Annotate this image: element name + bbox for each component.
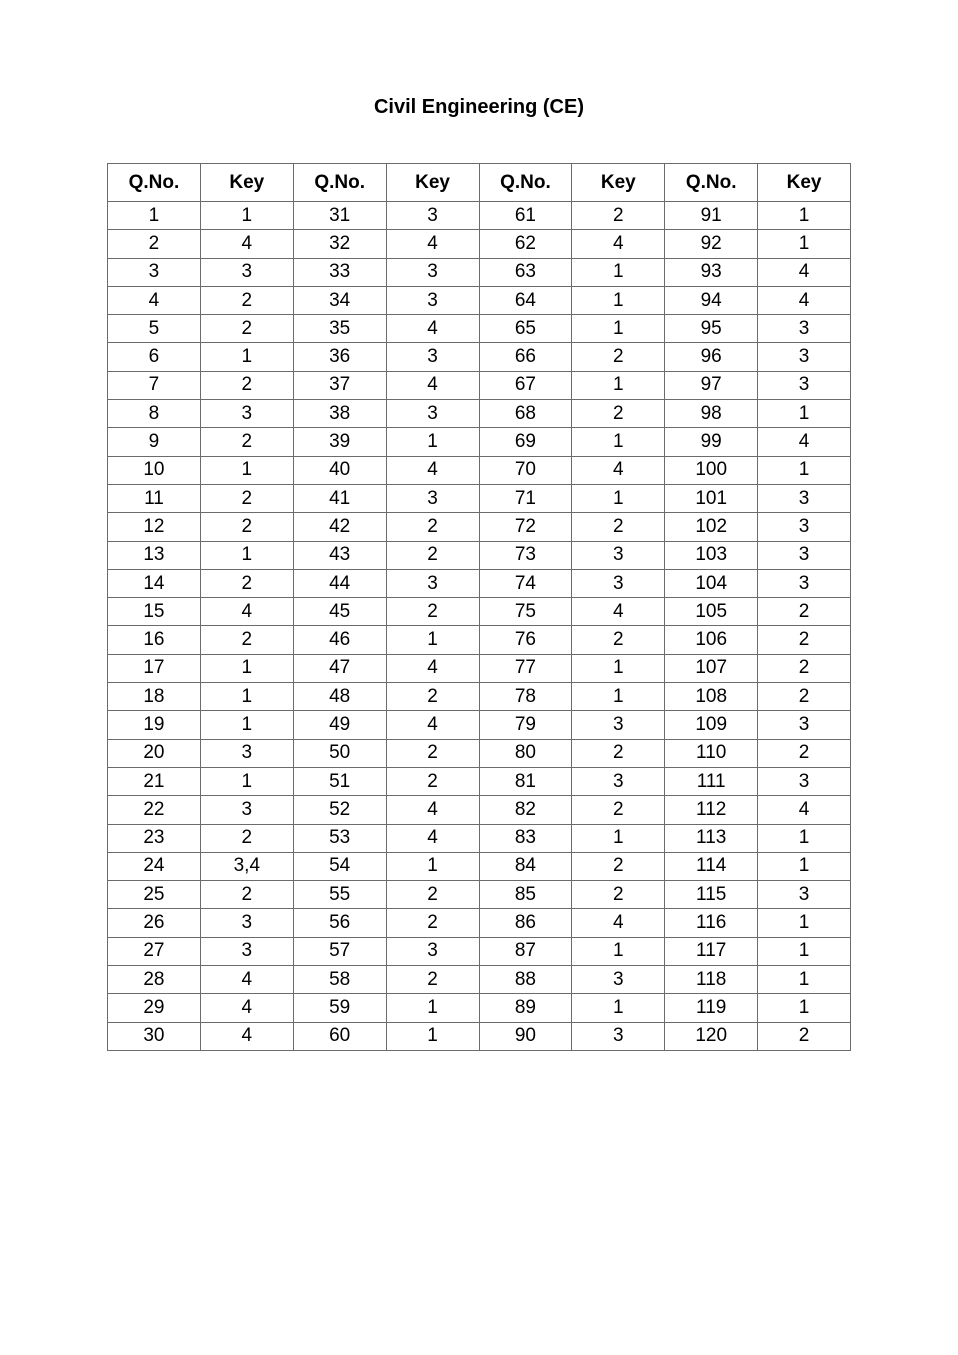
question-number-cell: 117 (665, 937, 758, 965)
question-number-cell: 50 (293, 739, 386, 767)
question-number-cell: 82 (479, 796, 572, 824)
question-number-cell: 10 (108, 456, 201, 484)
question-number-cell: 19 (108, 711, 201, 739)
question-number-cell: 113 (665, 824, 758, 852)
answer-key-cell: 3 (572, 966, 665, 994)
answer-key-cell: 3 (758, 343, 851, 371)
table-row (108, 258, 851, 286)
question-number-cell: 20 (108, 739, 201, 767)
table-header (108, 164, 851, 202)
answer-key-cell: 4 (572, 598, 665, 626)
answer-key-cell: 2 (386, 683, 479, 711)
table-row (108, 286, 851, 314)
answer-key-cell: 3 (200, 796, 293, 824)
question-number-cell: 66 (479, 343, 572, 371)
answer-key-cell: 1 (200, 343, 293, 371)
answer-key-cell: 1 (200, 456, 293, 484)
table-row (108, 739, 851, 767)
table-row (108, 484, 851, 512)
question-number-cell: 71 (479, 484, 572, 512)
answer-key-cell: 2 (386, 541, 479, 569)
question-number-cell: 77 (479, 654, 572, 682)
answer-key-cell: 4 (758, 258, 851, 286)
table-row (108, 343, 851, 371)
question-number-cell: 11 (108, 484, 201, 512)
question-number-cell: 98 (665, 400, 758, 428)
column-header-qno: Q.No. (665, 164, 758, 202)
answer-key-cell: 4 (572, 456, 665, 484)
question-number-cell: 57 (293, 937, 386, 965)
answer-key-cell: 4 (758, 428, 851, 456)
question-number-cell: 17 (108, 654, 201, 682)
table-row (108, 852, 851, 880)
question-number-cell: 12 (108, 513, 201, 541)
question-number-cell: 6 (108, 343, 201, 371)
question-number-cell: 87 (479, 937, 572, 965)
answer-key-cell: 3 (386, 286, 479, 314)
answer-key-cell: 1 (200, 202, 293, 230)
answer-key-cell: 1 (758, 937, 851, 965)
table-row (108, 824, 851, 852)
answer-key-cell: 3 (572, 767, 665, 795)
answer-key-cell: 3 (758, 371, 851, 399)
answer-key-cell: 2 (758, 654, 851, 682)
question-number-cell: 69 (479, 428, 572, 456)
question-number-cell: 30 (108, 1022, 201, 1050)
column-header-qno: Q.No. (293, 164, 386, 202)
question-number-cell: 81 (479, 767, 572, 795)
question-number-cell: 79 (479, 711, 572, 739)
answer-key-cell: 1 (572, 315, 665, 343)
question-number-cell: 15 (108, 598, 201, 626)
answer-key-cell: 1 (572, 484, 665, 512)
answer-key-cell: 2 (200, 881, 293, 909)
answer-key-cell: 3 (386, 202, 479, 230)
table-row (108, 909, 851, 937)
column-header-key: Key (200, 164, 293, 202)
answer-key-cell: 3 (386, 258, 479, 286)
answer-key-cell: 2 (572, 852, 665, 880)
answer-key-cell: 1 (758, 202, 851, 230)
question-number-cell: 100 (665, 456, 758, 484)
answer-key-cell: 3 (386, 343, 479, 371)
answer-key-cell: 3 (200, 739, 293, 767)
question-number-cell: 120 (665, 1022, 758, 1050)
table-row (108, 202, 851, 230)
answer-key-cell: 1 (572, 286, 665, 314)
question-number-cell: 13 (108, 541, 201, 569)
answer-key-cell: 2 (200, 513, 293, 541)
answer-key-cell: 4 (572, 909, 665, 937)
answer-key-cell: 3 (572, 1022, 665, 1050)
answer-key-cell: 3 (200, 258, 293, 286)
question-number-cell: 95 (665, 315, 758, 343)
question-number-cell: 41 (293, 484, 386, 512)
answer-key-cell: 1 (386, 1022, 479, 1050)
answer-key-cell: 4 (200, 966, 293, 994)
question-number-cell: 110 (665, 739, 758, 767)
column-header-key: Key (572, 164, 665, 202)
question-number-cell: 47 (293, 654, 386, 682)
answer-key-cell: 2 (572, 513, 665, 541)
table-row (108, 230, 851, 258)
answer-key-cell: 2 (572, 343, 665, 371)
question-number-cell: 63 (479, 258, 572, 286)
answer-key-cell: 2 (386, 739, 479, 767)
question-number-cell: 27 (108, 937, 201, 965)
answer-key-cell: 2 (386, 598, 479, 626)
answer-key-cell: 3 (572, 541, 665, 569)
question-number-cell: 86 (479, 909, 572, 937)
answer-key-cell: 1 (572, 994, 665, 1022)
question-number-cell: 102 (665, 513, 758, 541)
answer-key-cell: 2 (572, 739, 665, 767)
answer-key-cell: 2 (758, 626, 851, 654)
answer-key-cell: 4 (386, 371, 479, 399)
question-number-cell: 29 (108, 994, 201, 1022)
answer-key-cell: 3 (758, 513, 851, 541)
table-row (108, 937, 851, 965)
answer-key-cell: 3 (386, 484, 479, 512)
question-number-cell: 36 (293, 343, 386, 371)
answer-key-cell: 2 (200, 824, 293, 852)
question-number-cell: 37 (293, 371, 386, 399)
answer-key-cell: 3,4 (200, 852, 293, 880)
question-number-cell: 25 (108, 881, 201, 909)
answer-key-cell: 3 (386, 569, 479, 597)
answer-key-cell: 1 (200, 711, 293, 739)
question-number-cell: 97 (665, 371, 758, 399)
question-number-cell: 89 (479, 994, 572, 1022)
answer-key-cell: 3 (386, 937, 479, 965)
answer-key-cell: 1 (572, 937, 665, 965)
answer-key-cell: 4 (386, 796, 479, 824)
answer-key-cell: 1 (572, 371, 665, 399)
question-number-cell: 33 (293, 258, 386, 286)
question-number-cell: 111 (665, 767, 758, 795)
answer-key-cell: 1 (758, 824, 851, 852)
question-number-cell: 90 (479, 1022, 572, 1050)
question-number-cell: 119 (665, 994, 758, 1022)
question-number-cell: 48 (293, 683, 386, 711)
question-number-cell: 85 (479, 881, 572, 909)
answer-key-cell: 1 (758, 400, 851, 428)
question-number-cell: 24 (108, 852, 201, 880)
answer-key-cell: 2 (572, 881, 665, 909)
answer-key-cell: 2 (386, 881, 479, 909)
answer-key-cell: 1 (200, 767, 293, 795)
question-number-cell: 84 (479, 852, 572, 880)
question-number-cell: 94 (665, 286, 758, 314)
question-number-cell: 34 (293, 286, 386, 314)
answer-key-cell: 3 (758, 569, 851, 597)
answer-key-cell: 4 (200, 1022, 293, 1050)
question-number-cell: 1 (108, 202, 201, 230)
question-number-cell: 5 (108, 315, 201, 343)
question-number-cell: 73 (479, 541, 572, 569)
table-row (108, 456, 851, 484)
question-number-cell: 55 (293, 881, 386, 909)
question-number-cell: 93 (665, 258, 758, 286)
answer-key-cell: 3 (758, 484, 851, 512)
answer-key-cell: 1 (386, 626, 479, 654)
answer-key-cell: 1 (758, 456, 851, 484)
question-number-cell: 109 (665, 711, 758, 739)
question-number-cell: 78 (479, 683, 572, 711)
table-row (108, 541, 851, 569)
answer-key-cell: 3 (200, 400, 293, 428)
question-number-cell: 22 (108, 796, 201, 824)
question-number-cell: 8 (108, 400, 201, 428)
answer-key-cell: 3 (758, 767, 851, 795)
question-number-cell: 68 (479, 400, 572, 428)
answer-key-cell: 1 (200, 683, 293, 711)
question-number-cell: 21 (108, 767, 201, 795)
answer-key-cell: 4 (386, 456, 479, 484)
answer-key-table (107, 163, 851, 1051)
question-number-cell: 40 (293, 456, 386, 484)
question-number-cell: 4 (108, 286, 201, 314)
column-header-key: Key (758, 164, 851, 202)
question-number-cell: 116 (665, 909, 758, 937)
table-row (108, 513, 851, 541)
answer-key-cell: 1 (386, 852, 479, 880)
question-number-cell: 76 (479, 626, 572, 654)
answer-key-cell: 4 (200, 994, 293, 1022)
table-row (108, 400, 851, 428)
answer-key-cell: 2 (200, 371, 293, 399)
answer-key-cell: 1 (572, 683, 665, 711)
answer-key-cell: 2 (758, 598, 851, 626)
question-number-cell: 104 (665, 569, 758, 597)
question-number-cell: 46 (293, 626, 386, 654)
question-number-cell: 42 (293, 513, 386, 541)
column-header-qno: Q.No. (108, 164, 201, 202)
answer-key-cell: 2 (200, 428, 293, 456)
answer-key-cell: 1 (572, 654, 665, 682)
question-number-cell: 44 (293, 569, 386, 597)
answer-key-cell: 2 (200, 286, 293, 314)
answer-key-cell: 1 (200, 541, 293, 569)
page-title: Civil Engineering (CE) (373, 96, 585, 118)
answer-key-cell: 2 (386, 909, 479, 937)
question-number-cell: 83 (479, 824, 572, 852)
question-number-cell: 60 (293, 1022, 386, 1050)
table-row (108, 767, 851, 795)
question-number-cell: 105 (665, 598, 758, 626)
answer-key-cell: 2 (758, 683, 851, 711)
question-number-cell: 103 (665, 541, 758, 569)
answer-key-cell: 3 (200, 909, 293, 937)
answer-key-cell: 2 (386, 513, 479, 541)
answer-key-cell: 2 (572, 400, 665, 428)
answer-key-cell: 4 (200, 230, 293, 258)
question-number-cell: 61 (479, 202, 572, 230)
question-number-cell: 96 (665, 343, 758, 371)
answer-key-cell: 2 (758, 739, 851, 767)
question-number-cell: 38 (293, 400, 386, 428)
table-row (108, 683, 851, 711)
question-number-cell: 67 (479, 371, 572, 399)
answer-key-cell: 2 (386, 966, 479, 994)
question-number-cell: 9 (108, 428, 201, 456)
answer-key-cell: 1 (758, 909, 851, 937)
question-number-cell: 91 (665, 202, 758, 230)
answer-key-cell: 4 (386, 230, 479, 258)
answer-key-cell: 3 (758, 881, 851, 909)
answer-key-cell: 4 (758, 286, 851, 314)
table-row (108, 371, 851, 399)
answer-key-cell: 2 (572, 626, 665, 654)
answer-key-cell: 2 (200, 626, 293, 654)
answer-key-cell: 1 (758, 230, 851, 258)
table-row (108, 428, 851, 456)
answer-key-cell: 1 (758, 966, 851, 994)
question-number-cell: 39 (293, 428, 386, 456)
question-number-cell: 23 (108, 824, 201, 852)
question-number-cell: 45 (293, 598, 386, 626)
table-row (108, 796, 851, 824)
answer-key-cell: 3 (386, 400, 479, 428)
question-number-cell: 51 (293, 767, 386, 795)
answer-key-cell: 4 (386, 711, 479, 739)
answer-key-cell: 2 (200, 484, 293, 512)
question-number-cell: 14 (108, 569, 201, 597)
answer-key-cell: 1 (386, 428, 479, 456)
table-row (108, 711, 851, 739)
question-number-cell: 74 (479, 569, 572, 597)
question-number-cell: 35 (293, 315, 386, 343)
question-number-cell: 114 (665, 852, 758, 880)
question-number-cell: 115 (665, 881, 758, 909)
answer-key-cell: 3 (758, 711, 851, 739)
answer-key-cell: 2 (200, 569, 293, 597)
answer-key-cell: 2 (758, 1022, 851, 1050)
answer-key-cell: 3 (572, 711, 665, 739)
question-number-cell: 56 (293, 909, 386, 937)
column-header-qno: Q.No. (479, 164, 572, 202)
question-number-cell: 65 (479, 315, 572, 343)
question-number-cell: 49 (293, 711, 386, 739)
answer-key-cell: 4 (572, 230, 665, 258)
column-header-key: Key (386, 164, 479, 202)
table-row (108, 598, 851, 626)
question-number-cell: 59 (293, 994, 386, 1022)
answer-key-cell: 1 (572, 824, 665, 852)
answer-key-cell: 3 (758, 541, 851, 569)
table-row (108, 315, 851, 343)
question-number-cell: 2 (108, 230, 201, 258)
question-number-cell: 118 (665, 966, 758, 994)
question-number-cell: 107 (665, 654, 758, 682)
answer-key-cell: 2 (200, 315, 293, 343)
answer-key-cell: 1 (386, 994, 479, 1022)
question-number-cell: 54 (293, 852, 386, 880)
question-number-cell: 26 (108, 909, 201, 937)
answer-key-cell: 3 (758, 315, 851, 343)
question-number-cell: 75 (479, 598, 572, 626)
question-number-cell: 7 (108, 371, 201, 399)
table-row (108, 569, 851, 597)
table-row (108, 626, 851, 654)
answer-key-cell: 1 (572, 428, 665, 456)
table-body (108, 202, 851, 1051)
question-number-cell: 70 (479, 456, 572, 484)
question-number-cell: 53 (293, 824, 386, 852)
answer-key-cell: 4 (386, 315, 479, 343)
answer-key-cell: 2 (572, 796, 665, 824)
header-row (108, 164, 851, 202)
answer-key-cell: 3 (200, 937, 293, 965)
question-number-cell: 99 (665, 428, 758, 456)
table-row (108, 966, 851, 994)
question-number-cell: 80 (479, 739, 572, 767)
question-number-cell: 88 (479, 966, 572, 994)
answer-key-cell: 4 (200, 598, 293, 626)
answer-key-cell: 3 (572, 569, 665, 597)
question-number-cell: 28 (108, 966, 201, 994)
table-row (108, 994, 851, 1022)
question-number-cell: 3 (108, 258, 201, 286)
answer-key-cell: 4 (386, 654, 479, 682)
question-number-cell: 64 (479, 286, 572, 314)
question-number-cell: 18 (108, 683, 201, 711)
answer-key-cell: 1 (758, 994, 851, 1022)
answer-key-cell: 1 (200, 654, 293, 682)
question-number-cell: 32 (293, 230, 386, 258)
answer-key-cell: 4 (758, 796, 851, 824)
question-number-cell: 16 (108, 626, 201, 654)
question-number-cell: 52 (293, 796, 386, 824)
question-number-cell: 58 (293, 966, 386, 994)
table-row (108, 654, 851, 682)
question-number-cell: 62 (479, 230, 572, 258)
table-row (108, 881, 851, 909)
answer-key-cell: 2 (572, 202, 665, 230)
question-number-cell: 112 (665, 796, 758, 824)
table-row (108, 1022, 851, 1050)
question-number-cell: 101 (665, 484, 758, 512)
answer-key-cell: 1 (572, 258, 665, 286)
answer-key-cell: 1 (758, 852, 851, 880)
answer-key-cell: 4 (386, 824, 479, 852)
question-number-cell: 108 (665, 683, 758, 711)
question-number-cell: 106 (665, 626, 758, 654)
question-number-cell: 92 (665, 230, 758, 258)
question-number-cell: 72 (479, 513, 572, 541)
question-number-cell: 43 (293, 541, 386, 569)
answer-key-cell: 2 (386, 767, 479, 795)
question-number-cell: 31 (293, 202, 386, 230)
